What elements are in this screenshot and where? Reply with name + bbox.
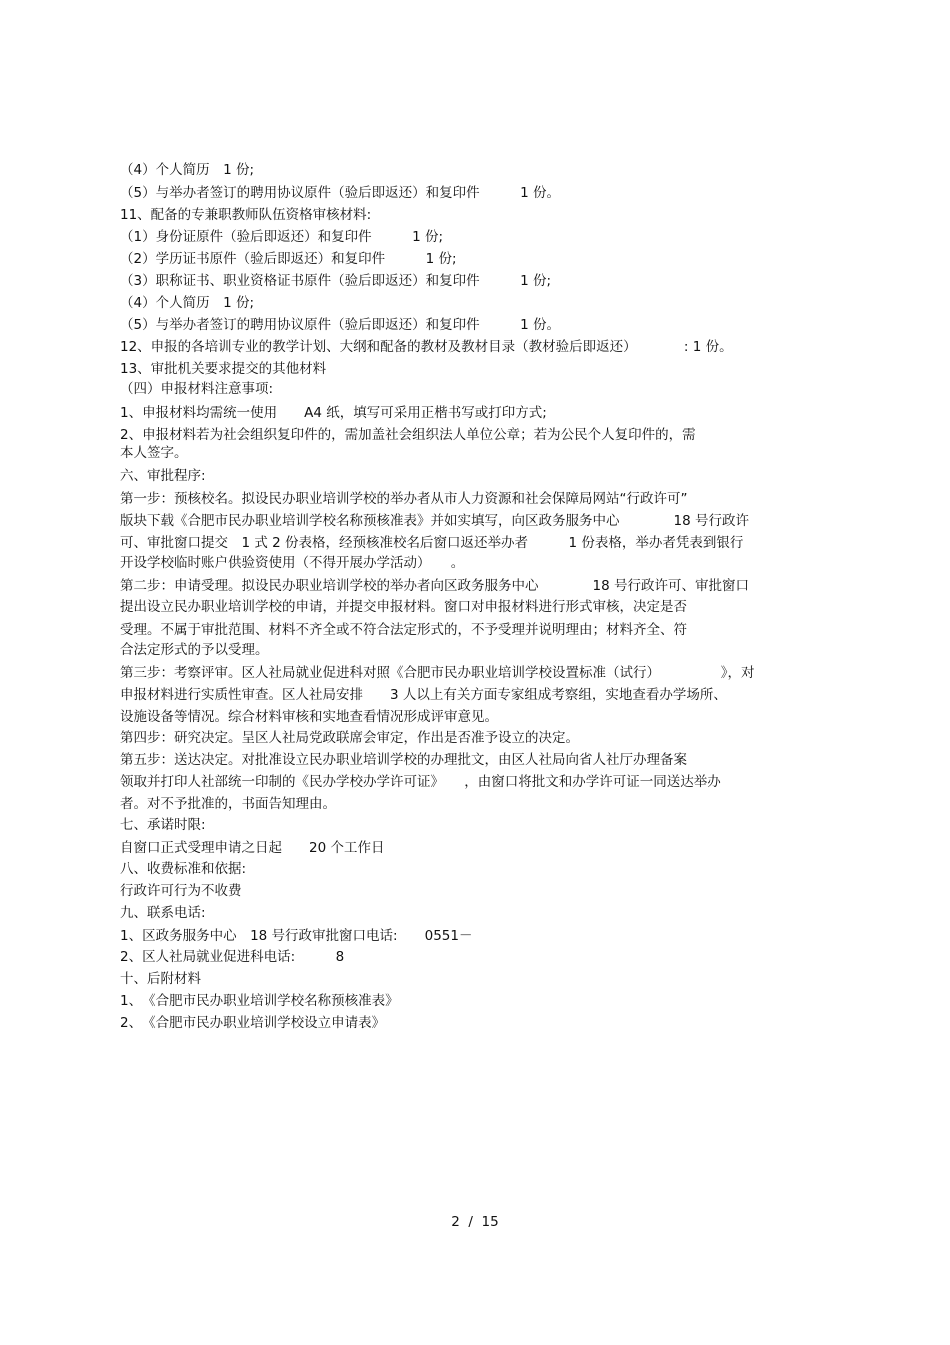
text-line: 行政许可行为不收费 [120,883,242,899]
text-line: 自窗口正式受理申请之日起 20 个工作日 [120,840,385,856]
section-heading: 十、后附材料 [120,971,201,987]
text-line: 本人签字。 [120,445,188,461]
section-heading: 六、审批程序: [120,468,206,484]
text-line: 2、区人社局就业促进科电话: 8 [120,949,345,965]
text-line: 开设学校临时账户供验资使用（不得开展办学活动） 。 [120,555,465,571]
text-line: （2）学历证书原件（验后即返还）和复印件 1 份; [120,251,457,267]
text-line: 第二步：申请受理。拟设民办职业培训学校的举办者向区政务服务中心 18 号行政许可、审批窗口 [120,578,749,594]
text-line: 合法定形式的予以受理。 [120,642,269,658]
text-line: （1）身份证原件（验后即返还）和复印件 1 份; [120,229,444,245]
text-line: 领取并打印人社部统一印制的《民办学校办学许可证》 ，由窗口将批文和办学许可证一同送达举办 [120,774,721,790]
text-line: 提出设立民办职业培训学校的申请，并提交申报材料。窗口对申报材料进行形式审核，决定是否 [120,599,687,615]
text-line: 11、配备的专兼职教师队伍资格审核材料: [120,207,372,223]
text-line: 1、区政务服务中心 18 号行政审批窗口电话: 0551－ [120,928,473,944]
text-line: （5）与举办者签订的聘用协议原件（验后即返还）和复印件 1 份。 [120,317,560,333]
attachment-item: 2、 《合肥市民办职业培训学校设立申请表》 [120,1015,386,1031]
attachment-item: 1、 《合肥市民办职业培训学校名称预核准表》 [120,993,399,1009]
section-heading: 九、联系电话: [120,905,206,921]
text-line: （4）个人简历 1 份; [120,295,255,311]
text-line: 版块下载《合肥市民办职业培训学校名称预核准表》并如实填写，向区政务服务中心 18 号行政许 [120,513,749,529]
text-line: （四）申报材料注意事项: [120,381,274,397]
text-line: 13、审批机关要求提交的其他材料 [120,361,327,377]
text-line: 第三步：考察评审。区人社局就业促进科对照《合肥市民办职业培训学校设置标准（试行） 》，对 [120,665,755,681]
text-line: 第五步：送达决定。对批准设立民办职业培训学校的办理批文，由区人社局向省人社厅办理备案 [120,752,687,768]
text-line: 第四步：研究决定。呈区人社局党政联席会审定，作出是否准予设立的决定。 [120,730,579,746]
page-number: 2 / 15 [451,1214,499,1230]
section-heading: 八、收费标准和依据: [120,861,247,877]
text-line: 受理。不属于审批范围、材料不齐全或不符合法定形式的，不予受理并说明理由；材料齐全、符 [120,622,687,638]
text-line: （4）个人简历 1 份; [120,162,255,178]
text-line: 第一步：预核校名。拟设民办职业培训学校的举办者从市人力资源和社会保障局网站“行政许可” [120,491,688,507]
text-line: 12、申报的各培训专业的教学计划、大纲和配备的教材及教材目录（教材验后即返还） : 1 份。 [120,339,733,355]
text-line: （5）与举办者签订的聘用协议原件（验后即返还）和复印件 1 份。 [120,185,560,201]
text-line: （3）职称证书、职业资格证书原件（验后即返还）和复印件 1 份; [120,273,552,289]
text-line: 设施设备等情况。综合材料审核和实地查看情况形成评审意见。 [120,709,498,725]
section-heading: 七、承诺时限: [120,817,206,833]
text-line: 可、审批窗口提交 1 式 2 份表格，经预核准校名后窗口返还举办者 1 份表格，举办者凭表到银行 [120,535,744,551]
text-line: 1、申报材料均需统一使用 A4 纸，填写可采用正楷书写或打印方式; [120,405,547,421]
text-line: 申报材料进行实质性审查。区人社局安排 3 人以上有关方面专家组成考察组，实地查看办学场所、 [120,687,727,703]
text-line: 2、申报材料若为社会组织复印件的，需加盖社会组织法人单位公章；若为公民个人复印件的，需 [120,427,696,443]
text-line: 者。对不予批准的，书面告知理由。 [120,796,336,812]
